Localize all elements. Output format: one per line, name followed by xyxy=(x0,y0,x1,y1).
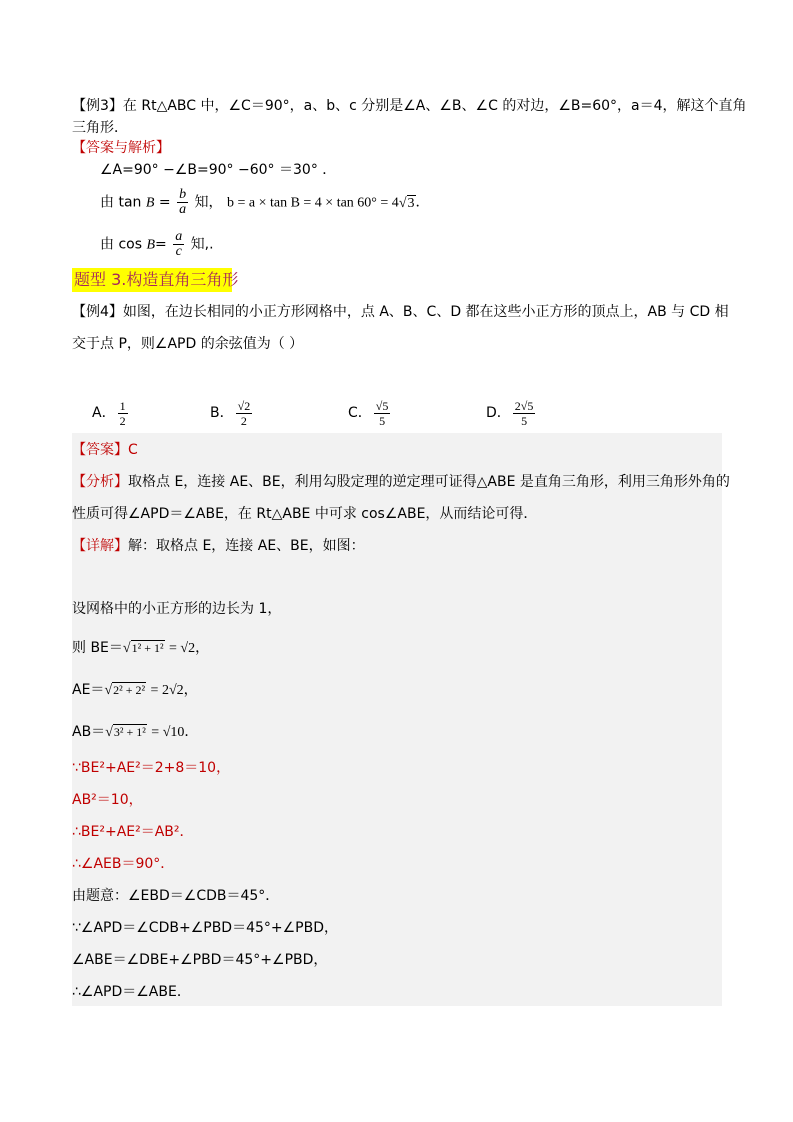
option-d-label: D． xyxy=(486,405,511,421)
option-c-fraction: $\frac{√5}{5}$ xyxy=(375,398,389,428)
step2-mid: 知， xyxy=(194,194,223,211)
analysis-label: 【分析】 xyxy=(72,474,128,490)
detail-text1: 解：取格点 E，连接 AE、BE，如图： xyxy=(128,538,365,554)
option-a-fraction: $\frac{1}{2}$ xyxy=(119,398,126,428)
answer-label: 【答案】 xyxy=(72,442,128,458)
option-b[interactable] xyxy=(210,398,254,428)
be-sqrt: √1² + 1² xyxy=(122,641,164,656)
be-prefix: 则 BE＝ xyxy=(72,640,123,656)
ab-result: = √10． xyxy=(151,725,199,740)
detail-side-length: 设网格中的小正方形的边长为 1， xyxy=(72,601,282,617)
example4-question-line2: 交于点 P，则∠APD 的余弦值为（ ） xyxy=(72,336,304,352)
example3-answer-label: 【答案与解析】 xyxy=(72,140,170,156)
detail-line-right-angle: ∴∠AEB＝90°． xyxy=(72,856,175,872)
detail-ae xyxy=(72,678,198,703)
option-b-label: B． xyxy=(210,405,234,421)
example4-question-line1: 【例4】如图，在边长相同的小正方形网格中，点 A、B、C、D 都在这些小正方形的顶点上，AB 与 CD 相 xyxy=(72,304,729,320)
ae-sqrt: √2² + 2² xyxy=(104,683,146,698)
option-c[interactable] xyxy=(348,398,392,428)
analysis-line1 xyxy=(72,472,730,492)
detail-line-given: 由题意：∠EBD＝∠CDB＝45°． xyxy=(72,888,280,904)
detail-line-apd: ∵∠APD＝∠CDB+∠PBD＝45°+∠PBD， xyxy=(72,920,338,936)
analysis-text1: 取格点 E，连接 AE、BE，利用勾股定理的逆定理可证得△ABE 是直角三角形，利用三角形外角的 xyxy=(128,474,730,490)
detail-line-abe: ∠ABE＝∠DBE+∠PBD＝45°+∠PBD， xyxy=(72,952,328,968)
example3-question-line2: 三角形． xyxy=(72,120,128,136)
detail-ab xyxy=(72,720,198,745)
detail-line-sum: ∵BE²+AE²＝2+8＝10， xyxy=(72,760,231,776)
example3-question-line1: 【例3】在 Rt△ABC 中，∠C＝90°，a、b、c 分别是∠A、∠B、∠C 的对边，∠B=60°，a＝4，解这个直角 xyxy=(72,98,747,114)
ae-prefix: AE＝ xyxy=(72,682,105,698)
option-a[interactable] xyxy=(92,398,130,428)
answer-line xyxy=(72,440,138,460)
ae-result: = 2√2， xyxy=(150,683,198,698)
step2-equation: b = a × tan B = 4 × tan 60° = 4 xyxy=(226,195,399,211)
step2-prefix: 由 tan xyxy=(100,194,142,211)
analysis-line2: 性质可得∠APD＝∠ABE，在 Rt△ABE 中可求 cos∠ABE，从而结论可得． xyxy=(72,506,538,522)
step3-prefix: 由 cos xyxy=(100,236,143,253)
step2-var-b-label: B xyxy=(145,195,155,211)
option-b-fraction: $\frac{√2}{2}$ xyxy=(237,398,251,428)
type3-heading: 题型 3.构造直角三角形 xyxy=(74,270,239,289)
ab-prefix: AB＝ xyxy=(72,724,106,740)
option-d-fraction: $\frac{2√5}{5}$ xyxy=(514,398,534,428)
detail-line-equality: ∴BE²+AE²＝AB²． xyxy=(72,824,194,840)
answer-value: C xyxy=(128,442,138,458)
detail-line1 xyxy=(72,536,365,556)
step2-fraction: $\frac{b}{a}$ xyxy=(179,187,187,217)
step2-sqrt: √3 xyxy=(398,195,415,211)
example3-step3: 由 cos B= $\frac{a}{c}$ 知,. xyxy=(100,229,214,259)
be-result: = √2， xyxy=(169,641,210,656)
option-c-label: C． xyxy=(348,405,372,421)
detail-be xyxy=(72,636,209,661)
detail-line-conclusion: ∴∠APD＝∠ABE． xyxy=(72,984,191,1000)
ab-sqrt: √3² + 1² xyxy=(105,725,146,740)
example3-step2: 由 tan B = $\frac{b}{a}$ 知， b = a × tan B = 4 × tan 60° = 4√3． xyxy=(100,187,430,217)
step3-var-b-label: B xyxy=(146,237,156,253)
option-a-label: A． xyxy=(92,405,116,421)
detail-label: 【详解】 xyxy=(72,538,128,554)
step3-fraction: $\frac{a}{c}$ xyxy=(175,229,183,259)
step3-suffix: 知,. xyxy=(190,236,214,253)
detail-line-ab-squared: AB²＝10， xyxy=(72,792,143,808)
option-d[interactable] xyxy=(486,398,537,428)
example3-step1: ∠A=90° −∠B=90° −60° ＝30° ． xyxy=(100,162,337,178)
